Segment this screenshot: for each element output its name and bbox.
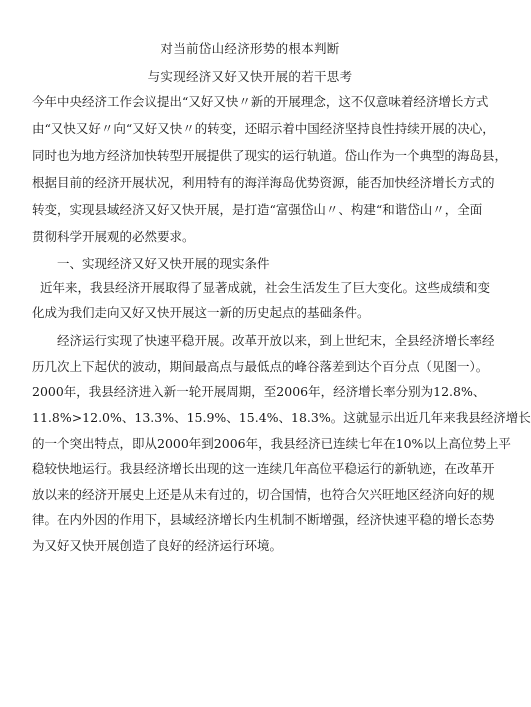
intro-line: 同时也为地方经济加快转型开展提供了现实的运行轨道。岱山作为一个典型的海岛县， (32, 148, 508, 163)
intro-line: 由“又快又好〃向“又好又快〃的转变，还昭示着中国经济坚持良性持续开展的决心， (32, 121, 495, 136)
para2-line: 经济运行实现了快速平稳开展。改革开放以来，到上世纪末，全县经济增长率经 (57, 333, 495, 348)
para2-line: 稳较快地运行。我县经济增长出现的这一连续几年高位平稳运行的新轨迹，在改革开 (32, 461, 495, 476)
para2-line: 11.8%>12.0%、13.3%、15.9%、15.4%、18.3%。这就显示出近几年来我县经济增长 (32, 410, 531, 425)
para2-line: 历几次上下起伏的波动，期间最高点与最低点的峰谷落差到达个百分点（见图一）。 (32, 359, 489, 374)
intro-line: 贯彻科学开展观的必然要求。 (32, 229, 195, 244)
para2-line: 的一个突出特点，即从2000年到2006年，我县经济已连续七年在10%以上高位势上平 (32, 436, 511, 451)
intro-line: 转变，实现县域经济又好又快开展，是打造“富强岱山〃、构建“和谐岱山〃，全面 (32, 202, 483, 217)
para2-line: 放以来的经济开展史上还是从未有过的，切合国情，也符合欠兴旺地区经济向好的规 (32, 487, 495, 502)
intro-line: 今年中央经济工作会议提出“又好又快〃新的开展理念，这不仅意味着经济增长方式 (32, 94, 489, 109)
para1-line: 化成为我们走向又好又快开展这一新的历史起点的基础条件。 (32, 305, 370, 320)
section-heading: 一、实现经济又好又快开展的现实条件 (57, 256, 270, 271)
para1-line: 近年来，我县经济开展取得了显著成就，社会生活发生了巨大变化。这些成绩和变 (40, 280, 491, 295)
intro-line: 根据目前的经济开展状况，利用特有的海洋海岛优势资源，能否加快经济增长方式的 (32, 175, 495, 190)
document-title-line-2: 与实现经济又好又快开展的若干思考 (147, 69, 353, 84)
para2-line: 2000年，我县经济进入新一轮开展周期，至2006年，经济增长率分别为12.8%、 (32, 384, 486, 399)
para2-line: 为又好又快开展创造了良好的经济运行环境。 (32, 538, 283, 553)
para2-line: 律。在内外因的作用下，县域经济增长内生机制不断增强，经济快速平稳的增长态势 (32, 512, 495, 527)
document-title-line-1: 对当前岱山经济形势的根本判断 (160, 41, 340, 56)
